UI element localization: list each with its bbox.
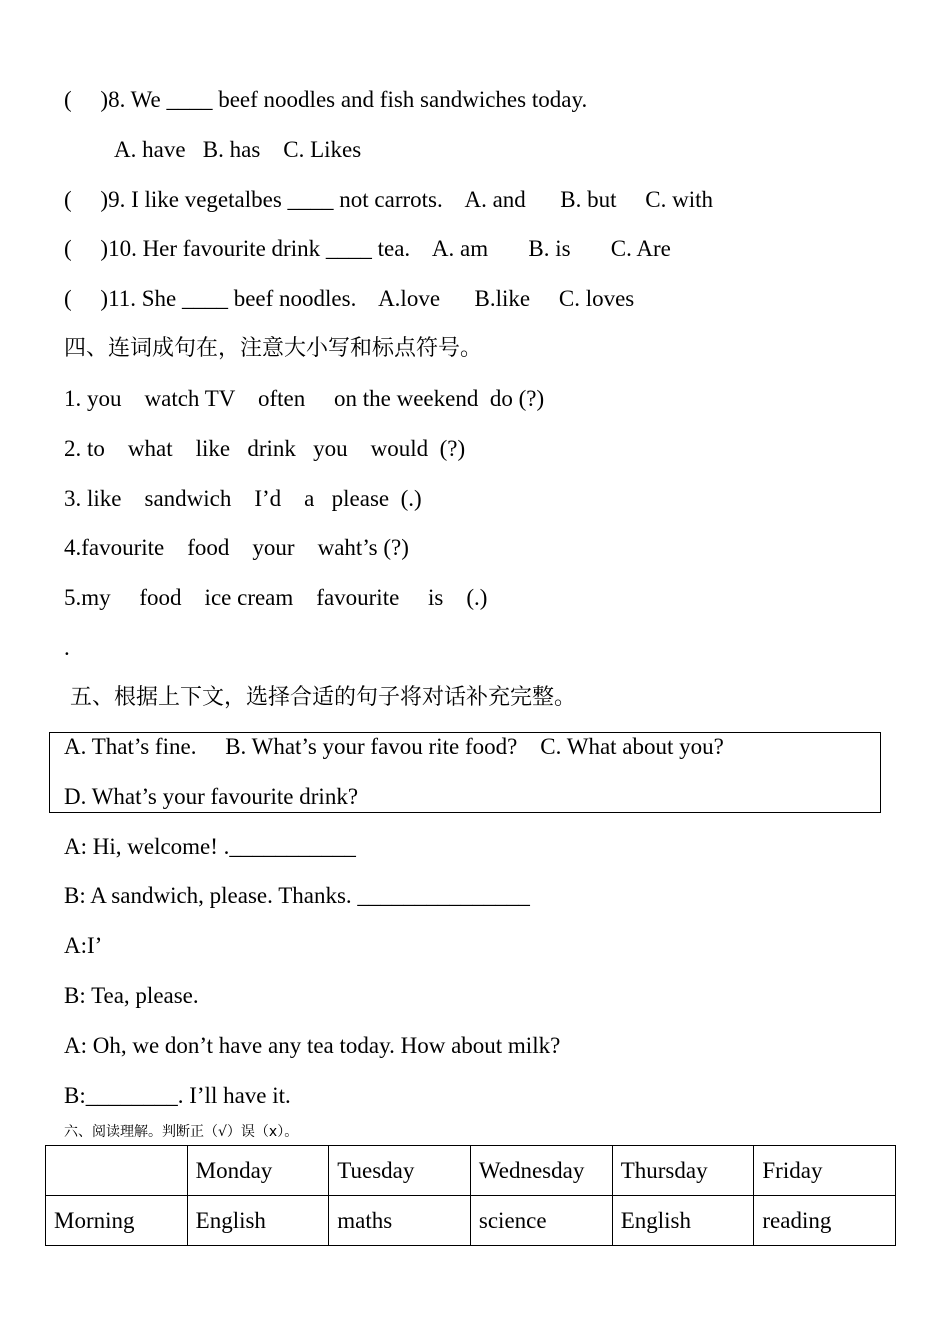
dialogue-line-4: B: Tea, please. [64, 983, 199, 1008]
table-cell: English [612, 1196, 754, 1246]
section4-item-3: 3. like sandwich I’d a please (.) [64, 486, 422, 511]
dialogue-line-2: B: A sandwich, please. Thanks. _______________ [64, 883, 530, 908]
schedule-table [45, 1145, 896, 1246]
table-row [46, 1196, 896, 1246]
dialogue-line-3: A:I’ [64, 933, 103, 958]
section4-item-4: 4.favourite food your waht’s (?) [64, 535, 409, 560]
table-header-cell [46, 1146, 188, 1196]
question-8-options: A. have B. has C. Likes [114, 137, 362, 162]
section4-item-1: 1. you watch TV often on the weekend do (?) [64, 386, 545, 411]
dialogue-line-1: A: Hi, welcome! .___________ [64, 834, 356, 859]
table-header-cell: Wednesday [470, 1146, 612, 1196]
question-9: ( )9. I like vegetalbes ____ not carrots. A. and B. but C. with [64, 187, 714, 212]
table-header-cell: Friday [754, 1146, 896, 1196]
table-cell: maths [329, 1196, 471, 1246]
table-cell: Morning [46, 1196, 188, 1246]
section6-heading: 六、阅读理解。判断正（√）误（x）。 [64, 1124, 299, 1140]
section4-item-2: 2. to what like drink you would (?) [64, 436, 466, 461]
options-line-1: A. That’s fine. B. What’s your favou rite food? C. What about you? [64, 734, 724, 759]
question-10: ( )10. Her favourite drink ____ tea. A. am B. is C. Are [64, 236, 671, 261]
table-header-cell: Thursday [612, 1146, 754, 1196]
section4-heading: 四、连词成句在，注意大小写和标点符号。 [64, 336, 483, 361]
dialogue-line-5: A: Oh, we don’t have any tea today. How about milk? [64, 1033, 561, 1058]
question-8: ( )8. We ____ beef noodles and fish sandwiches today. [64, 87, 588, 112]
section5-heading: 五、根据上下文，选择合适的句子将对话补充完整。 [70, 685, 577, 710]
table-header-row [46, 1146, 896, 1196]
section4-item-5: 5.my food ice cream favourite is (.) [64, 585, 488, 610]
question-11: ( )11. She ____ beef noodles. A.love B.like C. loves [64, 286, 635, 311]
table-cell: science [470, 1196, 612, 1246]
table-header-cell: Monday [187, 1146, 329, 1196]
table-cell: reading [754, 1196, 896, 1246]
dialogue-line-6: B:________. I’ll have it. [64, 1083, 291, 1108]
table-cell: English [187, 1196, 329, 1246]
options-line-2: D. What’s your favourite drink? [64, 784, 359, 809]
stray-dot: . [64, 635, 70, 660]
table-header-cell: Tuesday [329, 1146, 471, 1196]
